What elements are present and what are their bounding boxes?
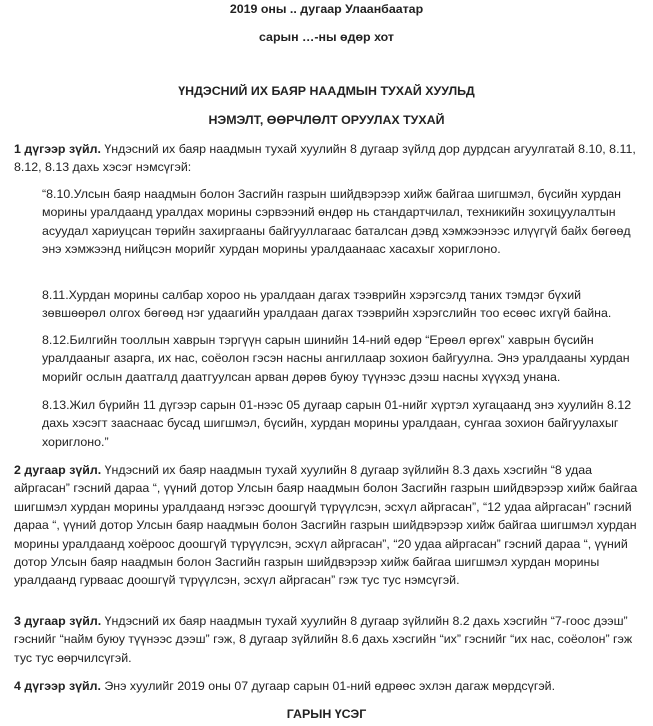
- header-line-1: 2019 оны .. дугаар Улаанбаатар: [229, 2, 424, 16]
- article-4-label: 4 дүгээр зүйл.: [14, 679, 101, 693]
- article-2-text: Үндэсний их баяр наадмын тухай хуулийн 8 дугаар зүйлийн 8.3 дахь хэсгийн “8 удаа айргасан” гэсний дараа “, үүний дотор Улсын баяр наадмын болон Засгийн газрын шийдвэрээр хийж байгаа шигшмэл хурдан морины уралдаанд нэгээс доошгүй түрүүлсэн, эсхүл айргасан”, “12 удаа айргасан” гэсний дараа “, үүний дотор Улсын баяр наадмын болон Засгийн газрын шийдвэрээр хийж байгаа шигшмэл хурдан морины уралдаанд хоёроос доошгүй түрүүлсэн, эсхүл айргасан”, “20 удаа айргасан” гэсний дараа “, үүний дотор Улсын баяр наадмын болон Засгийн газрын шийдвэрээр хийж байгаа шигшмэл хурдан морины уралдаанд гурваас доошгүй түрүүлсэн, эсхүл айргасан” гэж тус тус нэмсүгэй.: [14, 463, 638, 588]
- article-4-text: Энэ хуулийг 2019 оны 07 дугаар сарын 01-ний өдрөөс эхлэн дагаж мөрдсүгэй.: [100, 679, 556, 693]
- article-3-label: 3 дугаар зүйл.: [14, 614, 102, 628]
- header-line-2: сарын …-ны өдөр хот: [259, 30, 394, 44]
- law-title-line-2: НЭМЭЛТ, ӨӨРЧЛӨЛТ ОРУУЛАХ ТУХАЙ: [208, 113, 445, 127]
- quote-8-11: 8.11.Хурдан морины салбар хороо нь уралдаан дагах тээврийн хэрэгсэлд таних тэмдэг бүхий зөвшөөрөл олгох бөгөөд нэг удаагийн уралдаан дагах тээврийн хэрэгслийн тоо есөөс ихгүй байна.: [42, 288, 612, 321]
- article-2: [14, 461, 644, 590]
- signature-heading: ГАРЫН ҮСЭГ: [286, 707, 367, 721]
- quote-8-10: “8.10.Улсын баяр наадмын болон Засгийн газрын шийдвэрээр хийж байгаа шигшмэл, бүсийн хурдан морины уралдаанд уралдах морины сэрвээний өндөр нь стандартчилал, техникийн зохицуулалтын асуудал хариуцсан төрийн захиргааны байгууллагаас баталсан дэвд хэмжээнээс илүүгүй байх бөгөөд энэ хэмжээнд нийцсэн морийг хурдан морины уралдаанаас хасахыг хориглоно.: [42, 187, 631, 257]
- quote-8-13: 8.13.Жил бүрийн 11 дүгээр сарын 01-нээс 05 дугаар сарын 01-нийг хүртэл хугацаанд энэ хуулийн 8.12 дахь хэсэгт зааснаас бусад шигшмэл, бүсийн, хурдан морины уралдаан, сунгаа зохион байгуулахыг хориглоно.”: [42, 398, 632, 449]
- article-1-label: 1 дүгээр зүйл.: [14, 142, 101, 156]
- article-2-label: 2 дугаар зүйл.: [14, 463, 102, 477]
- article-1-text: Үндэсний их баяр наадмын тухай хуулийн 8 дугаар зүйлд дор дурдсан агуулгатай 8.10, 8.11, 8.12, 8.13 дахь хэсэг нэмсүгэй:: [14, 142, 636, 175]
- article-1: [14, 140, 644, 177]
- article-3-text: Үндэсний их баяр наадмын тухай хуулийн 8 дугаар зүйлийн 8.2 дахь хэсгийн “7-гоос дээш” гэснийг “найм буюу түүнээс дээш” гэж, 8 дугаар зүйлийн 8.6 дахь хэсгийн “их” гэснийг “их нас, соёолон” гэж тус тус өөрчилсүгэй.: [14, 614, 633, 665]
- quote-8-12: 8.12.Билгийн тооллын хаврын тэргүүн сарын шинийн 14-ний өдөр “Ерөөл өргөх” хаврын бүсийн уралдааныг азарга, их нас, соёолон гэсэн насны ангиллаар зохион байгуулна. Энэ уралдааны хурдан морийг ослын даатгалд даатгуулсан арван дөрөв буюу түүнээс дээш насны хүүхэд унана.: [42, 333, 630, 384]
- law-title-line-1: ҮНДЭСНИЙ ИХ БАЯР НААДМЫН ТУХАЙ ХУУЛЬД: [178, 84, 475, 98]
- article-3: [14, 612, 644, 667]
- article-4: [14, 677, 644, 695]
